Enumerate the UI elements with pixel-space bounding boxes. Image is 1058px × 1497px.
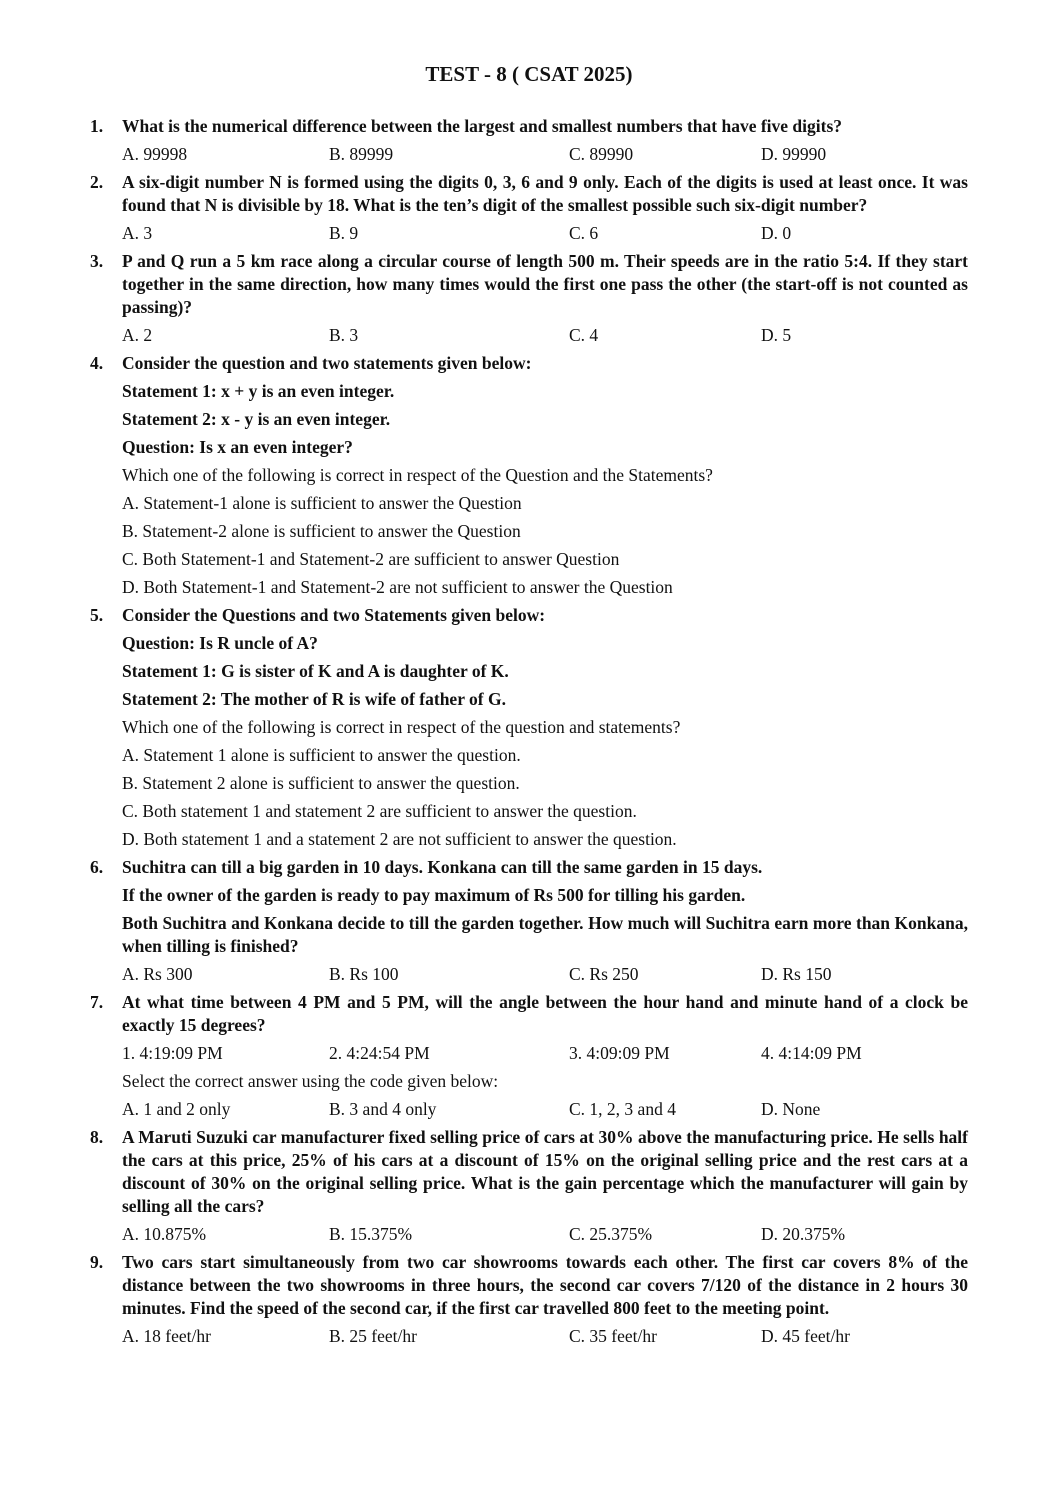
option: D. 5 [761, 325, 792, 345]
question-text: Two cars start simultaneously from two car showrooms towards each other. The first car covers 8% of the distance between the two showrooms in three hours, the second car covers 7/120 of the distance in 2 hours 30 minutes. Find the speed of the second car, if the first car travelled 800 feet to the meeting point. [122, 1252, 968, 1318]
question-list [88, 110, 968, 1348]
question-text: Statement 1: G is sister of K and A is daughter of K. [122, 661, 509, 681]
question-text: P and Q run a 5 km race along a circular course of length 500 m. Their speeds are in the ratio 5:4. If they start together in the same direction, how many times would the first one pass the other (the start-off is not counted as passing)? [122, 251, 968, 317]
question-8 [88, 1126, 968, 1246]
option: A. 1 and 2 only [122, 1099, 231, 1119]
question-text: If the owner of the garden is ready to pay maximum of Rs 500 for tilling his garden. [122, 885, 746, 905]
option: D. 99990 [761, 144, 827, 164]
question-number: 8. [90, 1127, 104, 1147]
option: D. 20.375% [761, 1224, 846, 1244]
options-row [122, 324, 968, 347]
option: C. 6 [569, 223, 599, 243]
option: 4. 4:14:09 PM [761, 1043, 862, 1063]
question-line: C. Both Statement-1 and Statement-2 are sufficient to answer Question [122, 549, 620, 569]
question-6 [88, 856, 968, 986]
question-7 [88, 991, 968, 1121]
question-text: A six-digit number N is formed using the digits 0, 3, 6 and 9 only. Each of the digits is used at least once. It was found that N is divisible by 18. What is the ten’s digit of the smallest possible such six-digit number? [122, 172, 968, 215]
test-title: TEST - 8 ( CSAT 2025) [425, 62, 633, 86]
option: A. 3 [122, 223, 153, 243]
option: C. 35 feet/hr [569, 1326, 657, 1346]
option: B. 15.375% [329, 1224, 413, 1244]
options-row [122, 143, 968, 166]
option: B. 3 [329, 325, 359, 345]
option: 3. 4:09:09 PM [569, 1043, 670, 1063]
option: C. 25.375% [569, 1224, 653, 1244]
option: B. 25 feet/hr [329, 1326, 417, 1346]
question-line: D. Both Statement-1 and Statement-2 are not sufficient to answer the Question [122, 577, 673, 597]
option: C. Rs 250 [569, 964, 639, 984]
question-4 [88, 352, 968, 599]
question-text: Consider the question and two statements given below: [122, 353, 532, 373]
question-number: 1. [90, 116, 104, 136]
option: D. Rs 150 [761, 964, 832, 984]
options-row [122, 1098, 968, 1121]
question-2 [88, 171, 968, 245]
option: C. 4 [569, 325, 599, 345]
question-line: B. Statement-2 alone is sufficient to answer the Question [122, 521, 521, 541]
option: D. 45 feet/hr [761, 1326, 850, 1346]
question-text: At what time between 4 PM and 5 PM, will the angle between the hour hand and minute hand of a clock be exactly 15 degrees? [122, 992, 968, 1035]
options-row [122, 1042, 968, 1065]
question-text: Question: Is R uncle of A? [122, 633, 318, 653]
option: D. 0 [761, 223, 792, 243]
option: A. 2 [122, 325, 153, 345]
question-number: 6. [90, 857, 104, 877]
question-9 [88, 1251, 968, 1348]
question-line: Which one of the following is correct in respect of the question and statements? [122, 717, 681, 737]
question-number: 3. [90, 251, 104, 271]
option: 2. 4:24:54 PM [329, 1043, 430, 1063]
question-number: 7. [90, 992, 104, 1012]
question-line: A. Statement-1 alone is sufficient to answer the Question [122, 493, 522, 513]
option: B. 9 [329, 223, 359, 243]
question-number: 4. [90, 353, 104, 373]
option: D. None [761, 1099, 821, 1119]
question-5 [88, 604, 968, 851]
question-3 [88, 250, 968, 347]
question-line: D. Both statement 1 and a statement 2 are not sufficient to answer the question. [122, 829, 677, 849]
options-row [122, 222, 968, 245]
question-line: B. Statement 2 alone is sufficient to answer the question. [122, 773, 520, 793]
option: A. 10.875% [122, 1224, 207, 1244]
option: 1. 4:19:09 PM [122, 1043, 223, 1063]
options-row [122, 963, 968, 986]
question-text: Both Suchitra and Konkana decide to till the garden together. How much will Suchitra earn more than Konkana, when tilling is finished? [122, 913, 968, 956]
option: A. 99998 [122, 144, 188, 164]
question-text: Statement 2: The mother of R is wife of father of G. [122, 689, 506, 709]
question-text: Statement 2: x - y is an even integer. [122, 409, 391, 429]
options-row [122, 1325, 968, 1348]
question-line: Select the correct answer using the code given below: [122, 1071, 499, 1091]
option: C. 89990 [569, 144, 634, 164]
question-1 [88, 115, 968, 166]
option: C. 1, 2, 3 and 4 [569, 1099, 676, 1119]
question-line: A. Statement 1 alone is sufficient to answer the question. [122, 745, 521, 765]
question-number: 5. [90, 605, 104, 625]
question-text: Statement 1: x + y is an even integer. [122, 381, 395, 401]
option: B. Rs 100 [329, 964, 399, 984]
question-text: What is the numerical difference between the largest and smallest numbers that have five digits? [122, 116, 843, 136]
question-number: 9. [90, 1252, 104, 1272]
question-text: A Maruti Suzuki car manufacturer fixed selling price of cars at 30% above the manufacturing price. He sells half the cars at this price, 25% of his cars at a discount of 15% on the original selling price and the rest cars at a discount of 30% on the original selling price. What is the gain percentage which the manufacturer will gain by selling all the cars? [122, 1127, 968, 1216]
question-line: Which one of the following is correct in respect of the Question and the Statements? [122, 465, 713, 485]
question-number: 2. [90, 172, 104, 192]
option: B. 3 and 4 only [329, 1099, 437, 1119]
options-row [122, 1223, 968, 1246]
question-text: Suchitra can till a big garden in 10 days. Konkana can till the same garden in 15 days. [122, 857, 763, 877]
option: B. 89999 [329, 144, 394, 164]
option: A. 18 feet/hr [122, 1326, 211, 1346]
question-text: Question: Is x an even integer? [122, 437, 353, 457]
question-text: Consider the Questions and two Statements given below: [122, 605, 546, 625]
question-line: C. Both statement 1 and statement 2 are sufficient to answer the question. [122, 801, 637, 821]
option: A. Rs 300 [122, 964, 193, 984]
